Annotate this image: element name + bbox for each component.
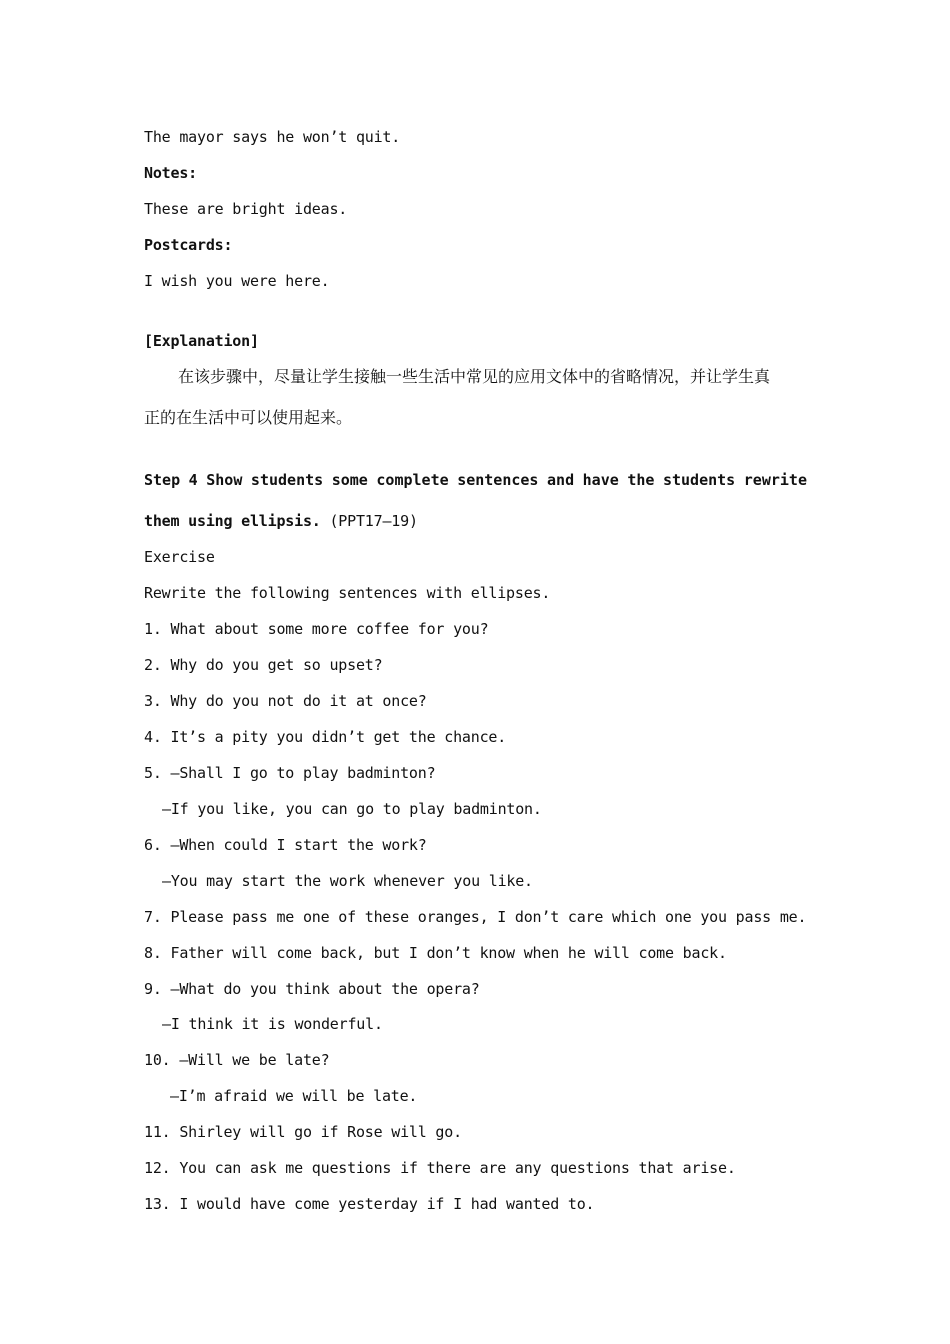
step4-word: and — [547, 471, 575, 489]
exercise-item: 13. I would have come yesterday if I had wanted to. — [144, 1195, 595, 1213]
explanation-heading: [Explanation] — [144, 332, 259, 350]
step4-word: students — [662, 471, 736, 489]
exercise-instruction: Rewrite the following sentences with ellipses. — [144, 584, 551, 602]
exercise-item: 4. It’s a pity you didn’t get the chance. — [144, 728, 507, 746]
exercise-item: 6. —When could I start the work? — [144, 836, 427, 854]
exercise-item: 8. Father will come back, but I don’t know when he will come back. — [144, 944, 727, 962]
exercise-item: 1. What about some more coffee for you? — [144, 620, 489, 638]
step4-word: Show — [206, 471, 243, 489]
exercise-item-answer: —You may start the work whenever you like. — [162, 872, 533, 890]
step4-word: Step — [144, 471, 181, 489]
exercise-item-answer: —I’m afraid we will be late. — [170, 1087, 418, 1105]
exercise-item-answer: —If you like, you can go to play badminton. — [162, 800, 542, 818]
postcards-label: Postcards: — [144, 236, 233, 254]
step4-word: sentences — [457, 471, 539, 489]
step4-ppt-reference: (PPT17—19) — [329, 512, 418, 530]
exercise-item: 7. Please pass me one of these oranges, I don’t care which one you pass me. — [144, 908, 807, 926]
exercise-item: 2. Why do you get so upset? — [144, 656, 383, 674]
exercise-item: 5. —Shall I go to play badminton? — [144, 764, 436, 782]
exercise-item: 12. You can ask me questions if there are any questions that arise. — [144, 1159, 736, 1177]
step4-heading-line-1 — [144, 470, 807, 490]
exercise-item: 9. —What do you think about the opera? — [144, 980, 480, 998]
exercise-label: Exercise — [144, 548, 215, 566]
step4-word: the — [627, 471, 655, 489]
step4-word: some — [331, 471, 368, 489]
notes-label: Notes: — [144, 164, 197, 182]
step4-word: rewrite — [743, 471, 807, 489]
exercise-item: 10. —Will we be late? — [144, 1051, 330, 1069]
explanation-text-line-2: 正的在生活中可以使用起来。 — [144, 408, 353, 427]
explanation-text-line-1: 在该步骤中，尽量让学生接触一些生活中常见的应用文体中的省略情况，并让学生真 — [178, 367, 771, 386]
step4-word: have — [582, 471, 619, 489]
step4-word: 4 — [188, 471, 198, 489]
notes-sentence: These are bright ideas. — [144, 200, 348, 218]
step4-heading-bold: them using ellipsis. — [144, 512, 321, 530]
exercise-item: 3. Why do you not do it at once? — [144, 692, 427, 710]
mayor-sentence: The mayor says he won’t quit. — [144, 128, 401, 146]
postcards-sentence: I wish you were here. — [144, 272, 330, 290]
step4-heading-line-2 — [144, 511, 418, 531]
step4-word: complete — [376, 471, 449, 489]
exercise-item: 11. Shirley will go if Rose will go. — [144, 1123, 462, 1141]
step4-word: students — [250, 471, 324, 489]
exercise-item-answer: —I think it is wonderful. — [162, 1015, 383, 1033]
